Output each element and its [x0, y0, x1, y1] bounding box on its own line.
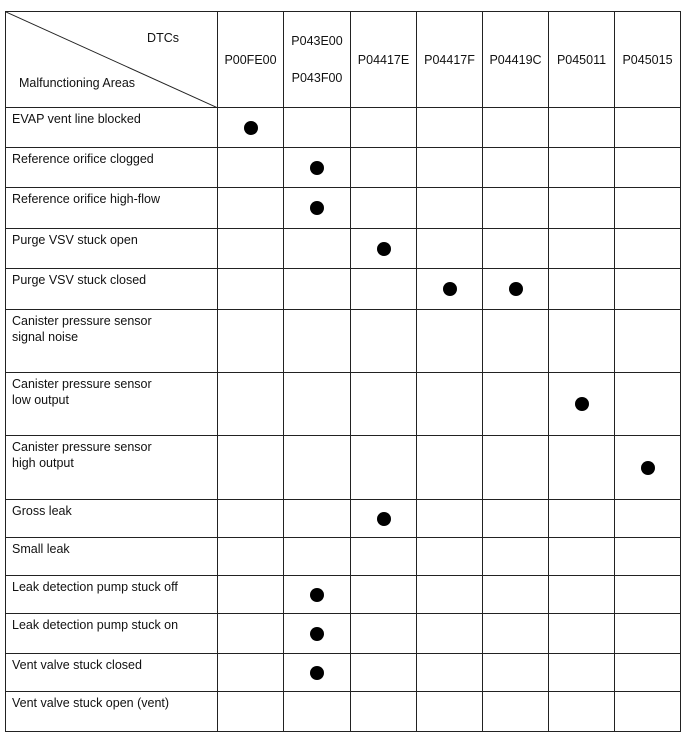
diagonal-divider [6, 12, 218, 108]
dtc-match-cell [483, 148, 549, 188]
dtc-match-cell [483, 373, 549, 436]
dtc-match-cell [417, 229, 483, 269]
filled-circle-icon [377, 512, 391, 526]
dtc-match-cell [284, 692, 351, 732]
malfunction-area-cell [6, 614, 218, 654]
dtc-match-cell [549, 654, 615, 692]
dtc-match-cell [615, 500, 681, 538]
malfunction-area-cell [6, 654, 218, 692]
malfunction-area-label: Vent valve stuck open (vent) [12, 696, 170, 710]
dtc-match-cell [483, 108, 549, 148]
table-row [6, 108, 681, 148]
dtc-match-cell [351, 229, 417, 269]
dtc-match-cell [615, 108, 681, 148]
dtcs-label: DTCs [147, 31, 179, 45]
dtc-match-cell [615, 538, 681, 576]
dtc-match-cell [549, 108, 615, 148]
dtc-match-cell [284, 108, 351, 148]
dtc-match-cell [284, 188, 351, 229]
dtc-header-cell [417, 12, 483, 108]
dtc-match-cell [218, 692, 284, 732]
dtc-match-cell [218, 614, 284, 654]
dtc-match-cell [351, 108, 417, 148]
dtc-header-cell [615, 12, 681, 108]
dtc-code-label: P043E00 [291, 34, 343, 48]
malfunction-area-label: Canister pressure sensor signal noise [12, 314, 152, 344]
malfunction-area-cell [6, 310, 218, 373]
filled-circle-icon [310, 201, 324, 215]
dtc-match-cell [483, 614, 549, 654]
dtc-match-cell [483, 654, 549, 692]
malfunction-area-label: Reference orifice high-flow [12, 192, 160, 206]
dtc-match-cell [483, 310, 549, 373]
dtc-match-cell [284, 148, 351, 188]
malfunction-area-cell [6, 269, 218, 310]
dtc-match-cell [483, 269, 549, 310]
malfunction-area-label: EVAP vent line blocked [12, 112, 141, 126]
dtc-match-cell [483, 229, 549, 269]
table-row [6, 436, 681, 500]
dtc-match-cell [284, 576, 351, 614]
dtc-match-cell [351, 692, 417, 732]
dtc-match-cell [417, 654, 483, 692]
dtc-match-cell [351, 614, 417, 654]
malfunction-area-cell [6, 436, 218, 500]
dtc-match-cell [615, 188, 681, 229]
table-body [6, 108, 681, 732]
dtc-matrix-table [5, 11, 681, 732]
dtc-match-cell [549, 229, 615, 269]
dtc-match-cell [483, 538, 549, 576]
dtc-match-cell [351, 538, 417, 576]
filled-circle-icon [377, 242, 391, 256]
dtc-match-cell [417, 436, 483, 500]
filled-circle-icon [310, 588, 324, 602]
dtc-match-cell [218, 500, 284, 538]
malfunction-area-label: Leak detection pump stuck off [12, 580, 178, 594]
dtc-match-cell [284, 310, 351, 373]
dtc-match-cell [417, 269, 483, 310]
dtc-match-cell [351, 373, 417, 436]
dtc-match-cell [549, 188, 615, 229]
dtc-match-cell [218, 576, 284, 614]
filled-circle-icon [244, 121, 258, 135]
dtc-match-cell [351, 654, 417, 692]
malfunction-area-cell [6, 692, 218, 732]
malfunction-area-cell [6, 576, 218, 614]
table-row [6, 500, 681, 538]
dtc-match-cell [615, 692, 681, 732]
filled-circle-icon [641, 461, 655, 475]
dtc-match-cell [615, 654, 681, 692]
malfunction-area-cell [6, 500, 218, 538]
dtc-match-cell [218, 188, 284, 229]
table-row [6, 576, 681, 614]
malfunction-area-label: Canister pressure sensor low output [12, 377, 152, 407]
malfunction-area-label: Reference orifice clogged [12, 152, 154, 166]
malfunction-area-label: Purge VSV stuck open [12, 233, 138, 247]
dtc-code-label: P00FE00 [224, 52, 277, 67]
dtc-match-cell [549, 614, 615, 654]
dtc-code-label: P04417E [357, 52, 410, 67]
dtc-match-cell [218, 654, 284, 692]
filled-circle-icon [443, 282, 457, 296]
dtc-match-cell [351, 310, 417, 373]
dtc-match-cell [284, 538, 351, 576]
dtc-match-cell [549, 500, 615, 538]
dtc-match-cell [351, 436, 417, 500]
dtc-match-cell [615, 229, 681, 269]
dtc-match-cell [351, 188, 417, 229]
dtc-match-cell [615, 436, 681, 500]
filled-circle-icon [310, 666, 324, 680]
dtc-match-cell [351, 500, 417, 538]
dtc-match-cell [284, 614, 351, 654]
dtc-match-cell [483, 576, 549, 614]
dtc-match-cell [549, 148, 615, 188]
dtc-match-cell [284, 654, 351, 692]
malfunction-area-cell [6, 148, 218, 188]
dtc-match-cell [284, 373, 351, 436]
table-row [6, 538, 681, 576]
dtc-code-label: P045011 [556, 52, 607, 67]
dtc-match-cell [483, 436, 549, 500]
dtc-match-cell [615, 269, 681, 310]
dtc-match-cell [417, 188, 483, 229]
dtc-match-cell [417, 500, 483, 538]
malfunction-area-cell [6, 538, 218, 576]
malfunction-area-label: Purge VSV stuck closed [12, 273, 147, 287]
dtc-match-cell [549, 373, 615, 436]
malfunctioning-areas-label: Malfunctioning Areas [19, 76, 136, 90]
dtc-match-cell [351, 269, 417, 310]
table-row [6, 614, 681, 654]
dtc-match-cell [284, 229, 351, 269]
malfunction-area-label: Canister pressure sensor high output [12, 440, 152, 470]
dtc-match-cell [417, 310, 483, 373]
dtc-match-cell [284, 436, 351, 500]
filled-circle-icon [310, 627, 324, 641]
dtc-match-cell [351, 148, 417, 188]
dtc-match-cell [549, 538, 615, 576]
dtc-match-cell [218, 538, 284, 576]
dtc-code-label: P045015 [622, 52, 673, 67]
dtc-header-cell [218, 12, 284, 108]
malfunction-area-cell [6, 229, 218, 269]
dtc-match-cell [483, 692, 549, 732]
malfunction-area-cell [6, 108, 218, 148]
table-row [6, 148, 681, 188]
dtc-match-cell [218, 373, 284, 436]
dtc-match-cell [549, 310, 615, 373]
dtc-match-cell [417, 576, 483, 614]
dtc-match-cell [483, 500, 549, 538]
malfunction-area-cell [6, 188, 218, 229]
filled-circle-icon [575, 397, 589, 411]
malfunction-area-cell [6, 373, 218, 436]
dtc-match-cell [549, 269, 615, 310]
dtc-match-cell [284, 269, 351, 310]
table-row [6, 269, 681, 310]
dtc-match-cell [218, 436, 284, 500]
table-row [6, 654, 681, 692]
malfunction-area-label: Gross leak [12, 504, 72, 518]
dtc-match-cell [549, 436, 615, 500]
table-row [6, 373, 681, 436]
dtc-match-cell [417, 148, 483, 188]
dtc-match-cell [615, 576, 681, 614]
corner-header-cell [6, 12, 218, 108]
dtc-match-cell [284, 500, 351, 538]
filled-circle-icon [310, 161, 324, 175]
table-row [6, 188, 681, 229]
dtc-header-cell [549, 12, 615, 108]
dtc-match-cell [615, 373, 681, 436]
dtc-code-label: P04417F [424, 52, 475, 67]
malfunction-area-label: Small leak [12, 542, 70, 556]
dtc-match-cell [417, 373, 483, 436]
dtc-header-cell [351, 12, 417, 108]
dtc-match-cell [417, 692, 483, 732]
table-row [6, 310, 681, 373]
dtc-match-cell [417, 614, 483, 654]
dtc-match-cell [615, 148, 681, 188]
filled-circle-icon [509, 282, 523, 296]
dtc-match-cell [483, 188, 549, 229]
dtc-match-cell [615, 614, 681, 654]
dtc-match-cell [218, 108, 284, 148]
header-row [6, 12, 681, 108]
dtc-match-cell [615, 310, 681, 373]
dtc-match-cell [417, 538, 483, 576]
dtc-code-label: P043F00 [291, 71, 343, 85]
malfunction-area-label: Leak detection pump stuck on [12, 618, 179, 632]
dtc-match-cell [417, 108, 483, 148]
dtc-match-cell [218, 269, 284, 310]
dtc-match-cell [218, 148, 284, 188]
malfunction-area-label: Vent valve stuck closed [12, 658, 142, 672]
dtc-header-cell [284, 12, 351, 108]
table-row [6, 692, 681, 732]
dtc-match-cell [218, 310, 284, 373]
dtc-match-cell [351, 576, 417, 614]
dtc-match-cell [549, 576, 615, 614]
dtc-match-cell [549, 692, 615, 732]
dtc-match-cell [218, 229, 284, 269]
dtc-header-cell [483, 12, 549, 108]
table-row [6, 229, 681, 269]
dtc-code-label: P04419C [489, 52, 542, 67]
